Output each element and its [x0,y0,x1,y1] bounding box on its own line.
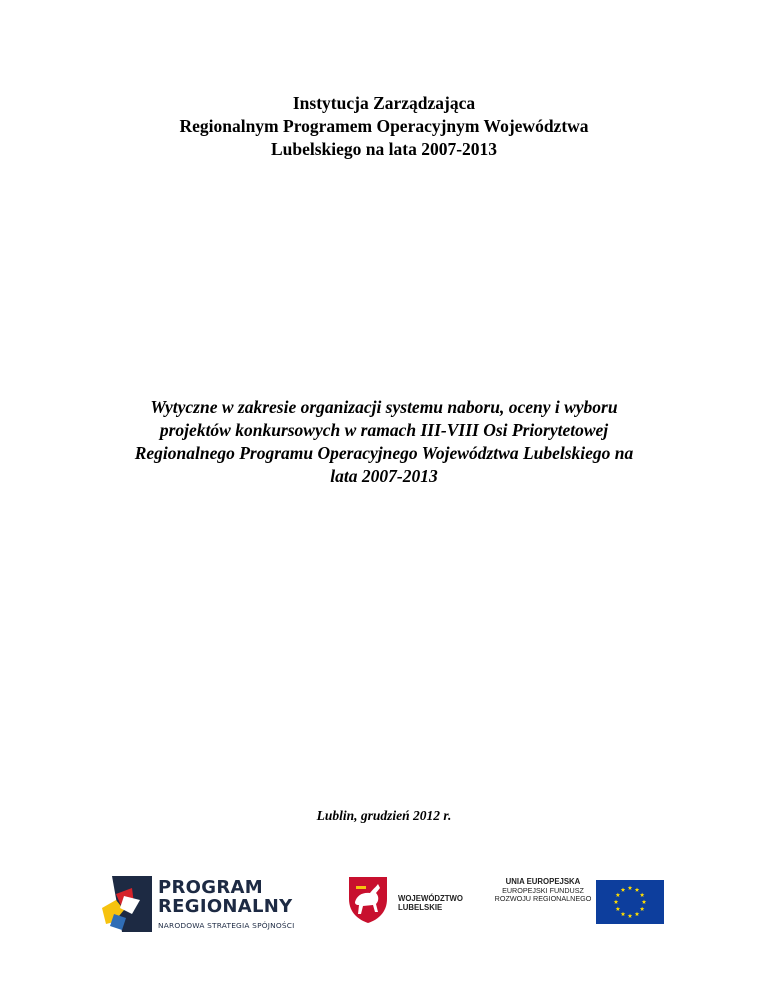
pr-line-2: REGIONALNY [158,896,293,917]
program-regionalny-wordmark [158,878,293,916]
title-line-1: Wytyczne w zakresie organizacji systemu naboru, oceny i wyboru [150,397,618,417]
pr-line-1: PROGRAM [158,877,263,898]
place-date: Lublin, grudzień 2012 r. [316,808,452,823]
eu-flag-icon [596,880,664,924]
document-title [90,396,678,488]
woj-line-2: LUBELSKIE [398,903,443,912]
program-regionalny-logo-icon [102,874,154,934]
header-line-3: Lubelskiego na lata 2007-2013 [270,139,498,159]
footer-logos [0,868,768,938]
lubelskie-coat-of-arms-icon [346,874,390,924]
woj-line-1: WOJEWÓDZTWO [398,894,463,903]
ue-line-1: UNIA EUROPEJSKA [505,877,581,886]
eu-fund-text [488,878,598,904]
header-institution [0,92,768,161]
wojewodztwo-wordmark [398,894,463,912]
program-regionalny-logo [102,874,342,934]
header-line-2: Regionalnym Programem Operacyjnym Województwa [179,116,589,136]
title-line-3: Regionalnego Programu Operacyjnego Województwa Lubelskiego na [134,443,634,463]
ue-line-2: EUROPEJSKI FUNDUSZ [502,885,584,895]
title-line-4: lata 2007-2013 [330,466,438,486]
title-line-2: projektów konkursowych w ramach III-VIII Osi Priorytetowej [159,420,609,440]
ue-line-3: ROZWOJU REGIONALNEGO [494,894,592,903]
header-line-1: Instytucja Zarządzająca [292,93,476,113]
pr-subtitle: NARODOWA STRATEGIA SPÓJNOŚCI [158,921,295,930]
wojewodztwo-lubelskie-logo [346,874,476,924]
